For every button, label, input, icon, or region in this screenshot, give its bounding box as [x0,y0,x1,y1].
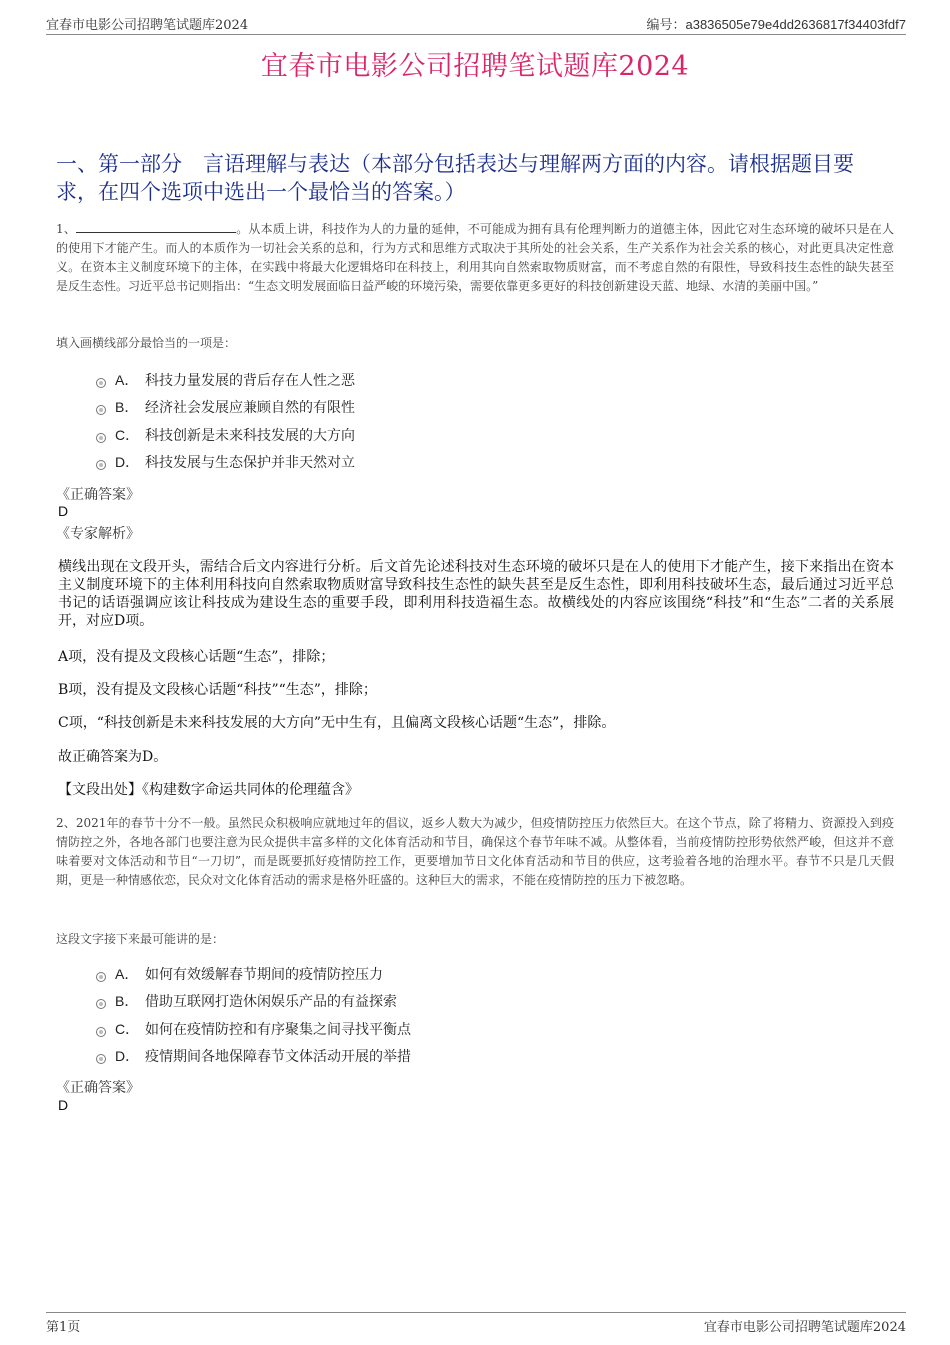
option-text: 科技创新是未来科技发展的大方向 [145,427,355,444]
question-text: 。从本质上讲，科技作为人的力量的延伸，不可能成为拥有具有伦理判断力的道德主体，因此它对生态环境的破坏只是在人的使用下才能产生。而人的本质作为一切社会关系的总和，行为方式和思维方式取决于其所处的社会关系，生产关系作为社会关系的核心，对此更具决定性意义。在资本主义制度环境下的主体，在实践中将最大化逻辑烙印在科技上，利用其向自然索取物质财富，而不考虑自然的有限性，导致科技生态性的缺失甚至是反生态性。习近平总书记则指出：“生态文明发展面临日益严峻的环境污染，需要依靠更多更好的科技创新建设天蓝、地绿、水清的美丽中国。” [56,222,894,293]
option-letter: C． [115,426,140,443]
question-2-stem: 2、2021年的春节十分不一般。虽然民众积极响应就地过年的倡议，返乡人数大为减少，但疫情防控压力依然巨大。在这个节点，除了将精力、资源投入到疫情防控之外，各地各部门也要注意为民众提供丰富多样的文化体育活动和节目，确保这个春节年味不减。从整体看，当前疫情防控形势依然严峻，但这并不意味着要对文体活动和节目“一刀切”，而是既要抓好疫情防控工作，更要增加节日文化体育活动和节目的供应，这考验着各地的治理水平。春节不只是几天假期，更是一种情感依恋，民众对文化体育活动的需求是格外旺盛的。这种巨大的需求，不能在疫情防控的压力下被忽略。 [56,816,894,887]
document-title: 宜春市电影公司招聘笔试题库2024 [260,51,690,82]
option-c[interactable] [96,1015,411,1043]
fill-blank-line [76,220,236,233]
correct-answer: D [58,1097,69,1113]
option-text: 科技发展与生态保护并非天然对立 [145,455,355,472]
radio-icon[interactable] [96,1054,106,1064]
option-d[interactable] [96,1043,411,1071]
option-letter: C． [115,1020,140,1037]
question-1-prompt: 填入画横线部分最恰当的一项是： [56,336,237,350]
option-c[interactable] [96,421,355,449]
option-a[interactable] [96,366,355,394]
page-footer [46,1312,906,1335]
correct-answer: D [58,503,69,519]
footer-title: 宜春市电影公司招聘笔试题库2024 [703,1320,906,1335]
radio-icon[interactable] [96,460,106,470]
question-1-options [96,366,355,476]
header-title: 宜春市电影公司招聘笔试题库2024 [46,18,249,33]
conclusion: 故正确答案为D。 [58,749,168,765]
option-text: 如何在疫情防控和有序聚集之间寻找平衡点 [145,1021,411,1038]
option-text: 如何有效缓解春节期间的疫情防控压力 [145,966,383,983]
option-letter: A． [115,965,139,982]
option-d[interactable] [96,449,355,477]
section-heading: 一、第一部分 言语理解与表达（本部分包括表达与理解两方面的内容。请根据题目要求，在四个选项中选出一个最恰当的答案。） [56,152,854,204]
note-b: B项，没有提及文段核心话题“科技”“生态”，排除； [58,682,377,698]
option-text: 经济社会发展应兼顾自然的有限性 [145,400,355,417]
analysis-label: 《专家解析》 [56,526,140,542]
question-2-options [96,960,411,1070]
answer-label: 《正确答案》 [56,1080,140,1096]
expert-analysis: 横线出现在文段开头，需结合后文内容进行分析。后文首先论述科技对生态环境的破坏只是在人的使用下才能产生，接下来指出在资本主义制度环境下的主体利用科技向自然索取物质财富导致科技生态性的缺失甚至是反生态性，即利用科技破坏生态，最后通过习近平总书记的话语强调应该让科技成为建设生态的重要手段，即利用科技造福生态。故横线处的内容应该围绕“科技”和“生态”二者的关系展开，对应D项。 [58,559,894,629]
option-text: 借助互联网打造休闲娱乐产品的有益探索 [145,994,397,1011]
option-a[interactable] [96,960,411,988]
option-text: 科技力量发展的背后存在人性之恶 [145,372,355,389]
question-1-stem [56,220,894,296]
note-c: C项，“科技创新是未来科技发展的大方向”无中生有，且偏离文段核心话题“生态”，排除。 [58,715,616,731]
option-letter: A． [115,371,139,388]
note-a: A项，没有提及文段核心话题“生态”，排除； [58,649,335,665]
option-letter: B． [115,399,139,416]
document-id: 编号：a3836505e79e4dd2636817f34403fdf7 [646,17,906,32]
question-2-prompt: 这段文字接下来最可能讲的是： [56,932,225,946]
radio-icon[interactable] [96,378,106,388]
radio-icon[interactable] [96,999,106,1009]
radio-icon[interactable] [96,405,106,415]
option-text: 疫情期间各地保障春节文体活动开展的举措 [145,1049,411,1066]
source: 【文段出处】《构建数字命运共同体的伦理蕴含》 [58,782,359,798]
page-header [46,14,906,35]
option-letter: B． [115,993,139,1010]
option-b[interactable] [96,394,355,422]
question-number: 1、 [56,222,77,236]
option-b[interactable] [96,988,411,1016]
option-letter: D． [115,1048,140,1065]
page-number: 第1页 [46,1320,81,1335]
option-letter: D． [115,454,140,471]
radio-icon[interactable] [96,433,106,443]
radio-icon[interactable] [96,1027,106,1037]
answer-label: 《正确答案》 [56,487,140,503]
radio-icon[interactable] [96,972,106,982]
